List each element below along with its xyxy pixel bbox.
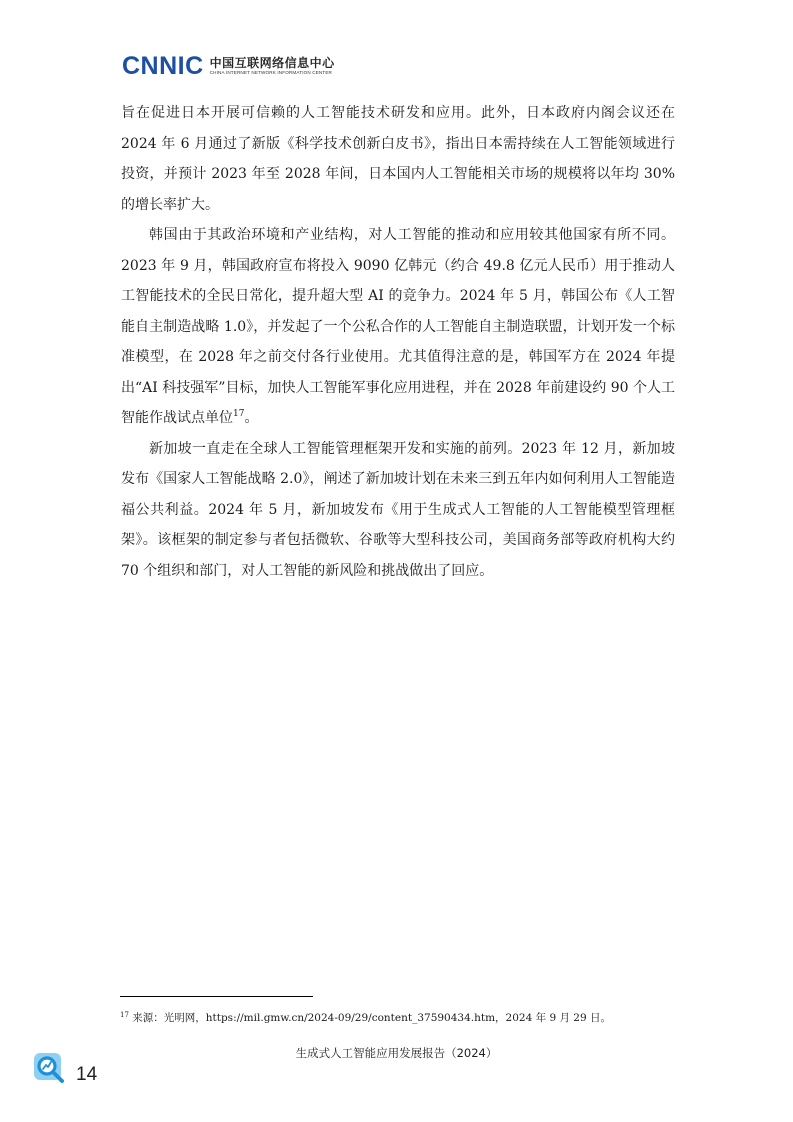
magnifier-report-icon bbox=[33, 1052, 65, 1084]
footnote bbox=[120, 1010, 611, 1026]
paragraph-singapore: 新加坡一直走在全球人工智能管理框架开发和实施的前列。2023 年 12 月，新加坡发布《国家人工智能战略 2.0》，阐述了新加坡计划在未来三到五年内如何利用人工智能造福公共利益。2024 年 5 月，新加坡发布《用于生成式人工智能的人工智能模型管理框架》。该框架的制定参与者包括微软、谷歌等大型科技公司，美国商务部等政府机构大约 70 个组织和部门，对人工智能的新风险和挑战做出了回应。 bbox=[121, 440, 675, 579]
paragraph-korea-text: 韩国由于其政治环境和产业结构，对人工智能的推动和应用较其他国家有所不同。2023 年 9 月，韩国政府宣布将投入 9090 亿韩元（约合 49.8 亿元人民币）用于推动人工智能技术的全民日常化，提升超大型 AI 的竞争力。2024 年 5 月，韩国公布《人工智能自主制造战略 1.0》，并发起了一个公私合作的人工智能自主制造联盟，计划开发一个标准模型，在 2028 年之前交付各行业使用。尤其值得注意的是，韩国军方在 2024 年提出“AI 科技强军”目标，加快人工智能军事化应用进程，并在 2028 年前建设约 90 个人工智能作战试点单位 bbox=[121, 227, 675, 426]
footnote-number: 17 bbox=[120, 1011, 129, 1019]
header-logo bbox=[122, 52, 335, 80]
paragraph-korea bbox=[121, 220, 675, 434]
page-number: 14 bbox=[76, 1064, 98, 1085]
org-name-cn: 中国互联网络信息中心 bbox=[209, 56, 335, 70]
body-text bbox=[121, 98, 675, 586]
paragraph-japan: 旨在促进日本开展可信赖的人工智能技术研发和应用。此外，日本政府内阁会议还在 2024 年 6 月通过了新版《科学技术创新白皮书》，指出日本需持续在人工智能领域进行投资，并预计 2023 年至 2028 年间，日本国内人工智能相关市场的规模将以年均 30%的增长率扩大。 bbox=[121, 105, 675, 213]
org-name-en: CHINA INTERNET NETWORK INFORMATION CENTER bbox=[209, 70, 333, 75]
footnote-text[interactable]: 来源：光明网，https://mil.gmw.cn/2024-09/29/content_37590434.htm，2024 年 9 月 29 日。 bbox=[128, 1012, 611, 1024]
logo-text bbox=[210, 56, 335, 76]
footnote-ref-17[interactable]: 17 bbox=[233, 409, 245, 419]
footnote-divider bbox=[120, 996, 313, 997]
cnnic-logo-mark: CNNIC bbox=[122, 51, 204, 80]
report-title-footer: 生成式人工智能应用发展报告（2024） bbox=[295, 1046, 498, 1060]
paragraph-korea-end: 。 bbox=[244, 410, 259, 426]
